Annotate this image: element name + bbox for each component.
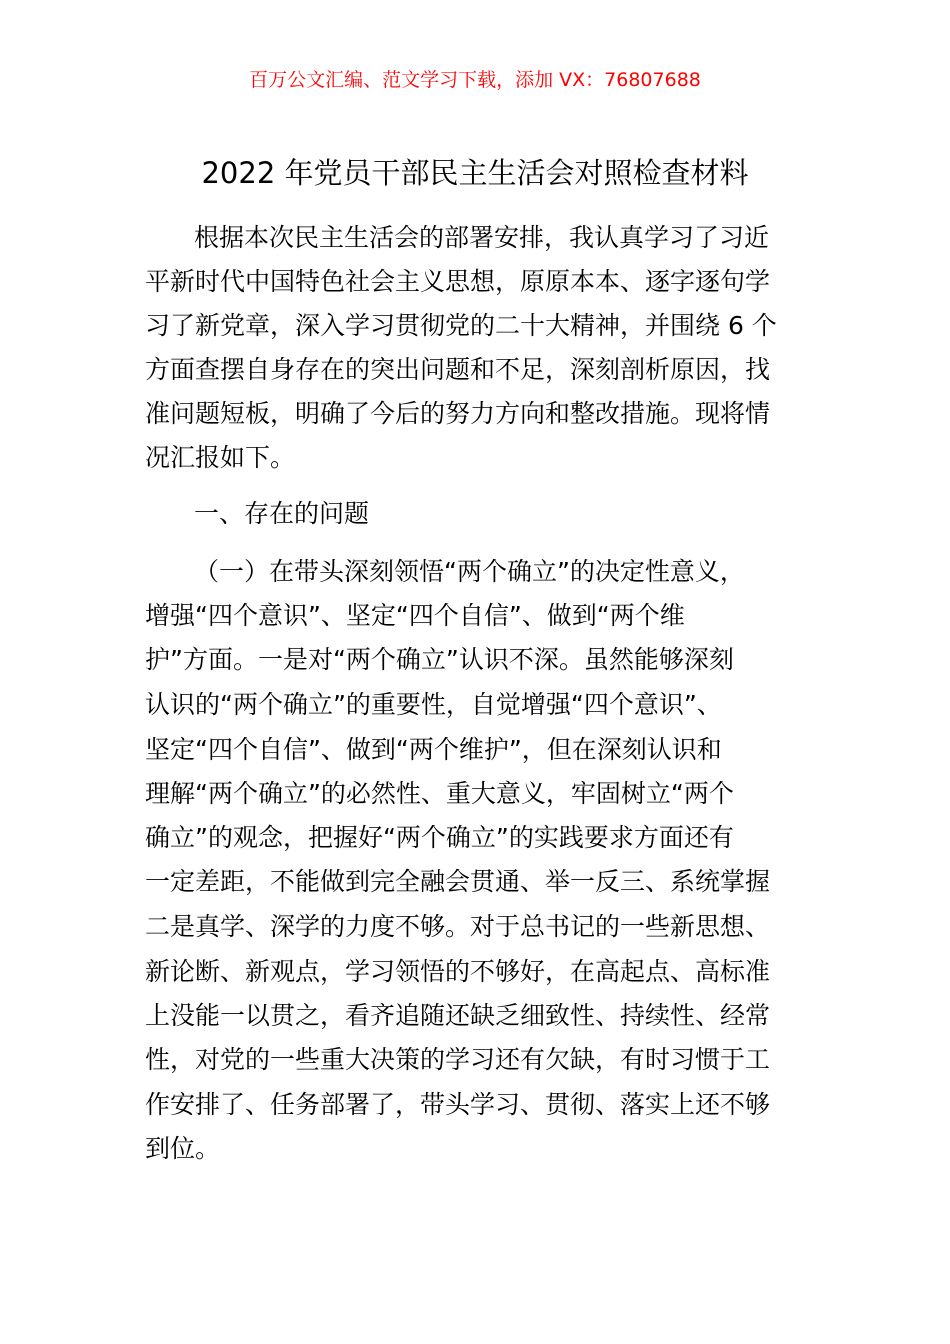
subsection-line: 到位。 xyxy=(145,1134,221,1163)
subsection-line: （一）在带头深刻领悟“两个确立”的决定性意义， xyxy=(194,557,745,586)
intro-line: 习了新党章，深入学习贯彻党的二十大精神，并围绕 6 个 xyxy=(145,311,777,340)
intro-line: 况汇报如下。 xyxy=(145,443,296,472)
subsection-line: 护”方面。一是对“两个确立”认识不深。虽然能够深刻 xyxy=(145,645,734,674)
intro-line: 方面查摆自身存在的突出问题和不足，深刻剖析原因，找 xyxy=(145,355,771,384)
subsection-line: 一定差距，不能做到完全融会贯通、举一反三、系统掌握 xyxy=(145,867,771,896)
subsection-line: 作安排了、任务部署了，带头学习、贯彻、落实上还不够 xyxy=(145,1090,771,1119)
subsection-line: 增强“四个意识”、坚定“四个自信”、做到“两个维 xyxy=(145,601,685,630)
section-heading: 一、存在的问题 xyxy=(194,499,370,528)
subsection-line: 理解“两个确立”的必然性、重大意义，牢固树立“两个 xyxy=(145,779,734,808)
document-title: 2022 年党员干部民主生活会对照检查材料 xyxy=(201,156,749,190)
header-banner: 百万公文汇编、范文学习下载，添加 VX：76807688 xyxy=(249,69,701,91)
subsection-line: 确立”的观念，把握好“两个确立”的实践要求方面还有 xyxy=(145,823,734,852)
subsection-line: 上没能一以贯之，看齐追随还缺乏细致性、持续性、经常 xyxy=(145,1001,771,1030)
subsection-line: 二是真学、深学的力度不够。对于总书记的一些新思想、 xyxy=(145,912,771,941)
subsection-line: 性，对党的一些重大决策的学习还有欠缺，有时习惯于工 xyxy=(145,1045,771,1074)
subsection-line: 认识的“两个确立”的重要性，自觉增强“四个意识”、 xyxy=(145,690,722,719)
subsection-line: 坚定“四个自信”、做到“两个维护”，但在深刻认识和 xyxy=(145,735,722,764)
intro-line: 根据本次民主生活会的部署安排，我认真学习了习近 xyxy=(194,223,770,252)
intro-line: 平新时代中国特色社会主义思想，原原本本、逐字逐句学 xyxy=(145,267,771,296)
subsection-line: 新论断、新观点，学习领悟的不够好，在高起点、高标准 xyxy=(145,957,771,986)
intro-line: 准问题短板，明确了今后的努力方向和整改措施。现将情 xyxy=(145,399,771,428)
